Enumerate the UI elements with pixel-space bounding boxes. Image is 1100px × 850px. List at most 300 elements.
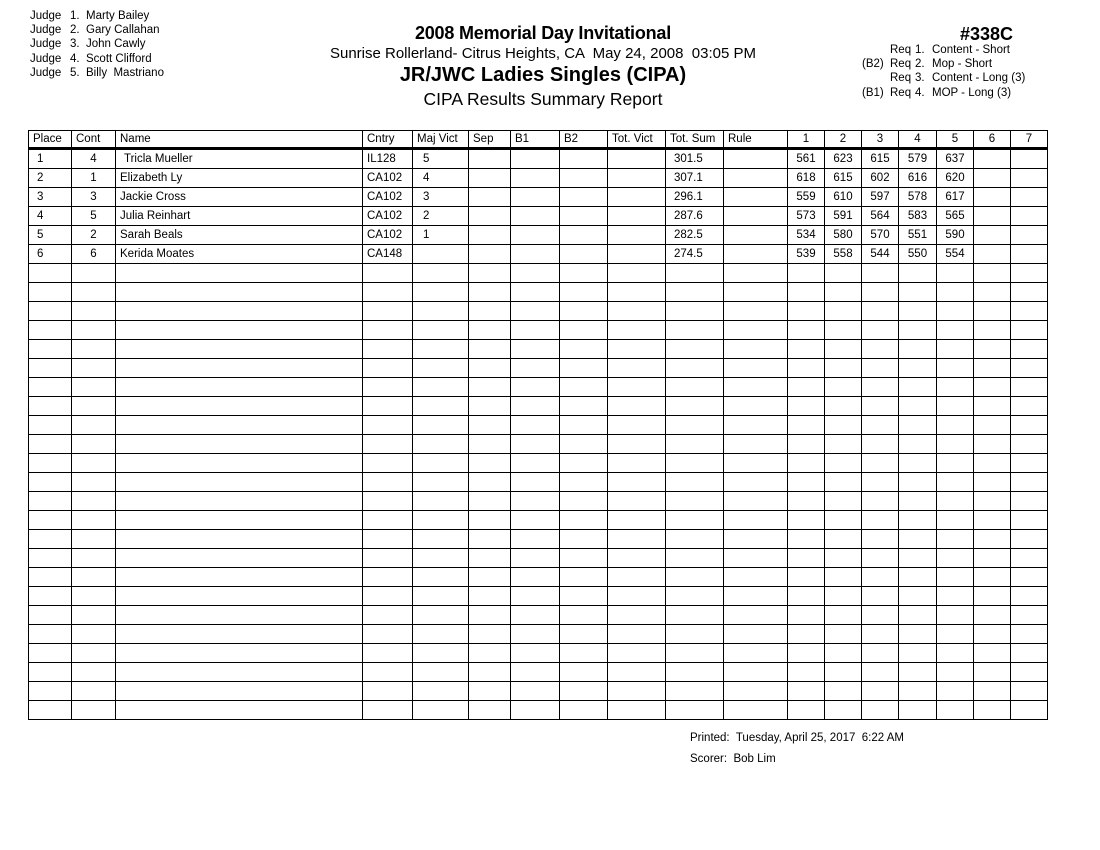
- table-cell: [862, 283, 899, 302]
- table-cell: CA102: [363, 188, 413, 207]
- table-cell: [788, 663, 825, 682]
- table-cell: [974, 701, 1011, 720]
- table-cell: [862, 606, 899, 625]
- table-cell: [1011, 283, 1048, 302]
- table-cell: [511, 149, 560, 169]
- table-cell: [608, 378, 666, 397]
- table-cell: [724, 283, 788, 302]
- table-cell: [825, 264, 862, 283]
- table-cell: [469, 321, 511, 340]
- table-cell: [899, 454, 937, 473]
- table-cell: [724, 435, 788, 454]
- table-cell: [899, 492, 937, 511]
- table-cell: [899, 283, 937, 302]
- table-cell: 573: [788, 207, 825, 226]
- table-cell: 615: [825, 169, 862, 188]
- table-cell: [511, 682, 560, 701]
- table-cell: [72, 511, 116, 530]
- empty-row: [29, 435, 1048, 454]
- table-cell: [974, 644, 1011, 663]
- table-cell: 296.1: [666, 188, 724, 207]
- report-header: [300, 22, 786, 110]
- table-cell: [1011, 625, 1048, 644]
- table-cell: [29, 264, 72, 283]
- requirement-number: 2.: [915, 58, 925, 71]
- judge-row: [30, 66, 164, 80]
- table-cell: [413, 340, 469, 359]
- table-cell: [511, 644, 560, 663]
- table-cell: 1: [72, 169, 116, 188]
- table-cell: 282.5: [666, 226, 724, 245]
- column-header: 2: [825, 131, 862, 149]
- table-cell: [363, 340, 413, 359]
- table-cell: [469, 340, 511, 359]
- table-cell: [72, 321, 116, 340]
- table-cell: [1011, 473, 1048, 492]
- table-cell: [413, 511, 469, 530]
- table-cell: [511, 321, 560, 340]
- table-cell: [608, 587, 666, 606]
- table-cell: [469, 226, 511, 245]
- table-cell: 620: [937, 169, 974, 188]
- table-cell: 615: [862, 149, 899, 169]
- table-cell: [1011, 511, 1048, 530]
- table-cell: [974, 511, 1011, 530]
- table-cell: [413, 359, 469, 378]
- judge-label: Judge: [30, 38, 62, 51]
- column-header: 6: [974, 131, 1011, 149]
- table-cell: [974, 226, 1011, 245]
- empty-row: [29, 416, 1048, 435]
- table-cell: [560, 302, 608, 321]
- table-cell: [862, 549, 899, 568]
- table-cell: [937, 606, 974, 625]
- table-cell: [899, 435, 937, 454]
- table-cell: [724, 149, 788, 169]
- empty-row: [29, 625, 1048, 644]
- column-header: 1: [788, 131, 825, 149]
- table-cell: [974, 473, 1011, 492]
- table-cell: [29, 321, 72, 340]
- table-cell: [511, 701, 560, 720]
- table-cell: [608, 682, 666, 701]
- table-cell: [937, 416, 974, 435]
- table-cell: [937, 492, 974, 511]
- table-cell: [788, 454, 825, 473]
- table-cell: 602: [862, 169, 899, 188]
- table-cell: [469, 549, 511, 568]
- table-cell: [29, 454, 72, 473]
- table-cell: [363, 359, 413, 378]
- judge-name: John Cawly: [86, 38, 146, 51]
- table-cell: [937, 701, 974, 720]
- table-cell: [825, 397, 862, 416]
- table-cell: [788, 321, 825, 340]
- table-cell: 2: [72, 226, 116, 245]
- table-cell: [666, 606, 724, 625]
- table-cell: [608, 359, 666, 378]
- table-cell: [469, 359, 511, 378]
- table-cell: [363, 511, 413, 530]
- table-cell: 561: [788, 149, 825, 169]
- table-cell: [72, 359, 116, 378]
- printed-line: [690, 728, 904, 749]
- empty-row: [29, 644, 1048, 663]
- table-cell: 1: [29, 149, 72, 169]
- table-cell: [788, 473, 825, 492]
- table-cell: [862, 340, 899, 359]
- table-cell: [72, 530, 116, 549]
- table-cell: [72, 416, 116, 435]
- table-cell: 565: [937, 207, 974, 226]
- table-cell: 6: [72, 245, 116, 264]
- table-cell: [72, 549, 116, 568]
- column-header: B1: [511, 131, 560, 149]
- scorer-label: Scorer:: [690, 753, 728, 765]
- table-cell: [469, 644, 511, 663]
- table-cell: [1011, 378, 1048, 397]
- table-row: [29, 207, 1048, 226]
- table-cell: [116, 473, 363, 492]
- judge-name: Billy Mastriano: [86, 66, 164, 79]
- table-cell: [937, 473, 974, 492]
- table-cell: 579: [899, 149, 937, 169]
- table-cell: [608, 530, 666, 549]
- table-cell: [666, 625, 724, 644]
- empty-row: [29, 283, 1048, 302]
- table-cell: [974, 283, 1011, 302]
- table-cell: 578: [899, 188, 937, 207]
- table-cell: [608, 321, 666, 340]
- table-cell: [974, 568, 1011, 587]
- table-cell: [724, 378, 788, 397]
- table-cell: [724, 169, 788, 188]
- table-cell: [1011, 701, 1048, 720]
- table-cell: [560, 587, 608, 606]
- table-cell: [560, 530, 608, 549]
- table-cell: 610: [825, 188, 862, 207]
- report-title: CIPA Results Summary Report: [423, 89, 663, 109]
- column-header: Cont: [72, 131, 116, 149]
- table-cell: [899, 302, 937, 321]
- event-title: 2008 Memorial Day Invitational: [414, 23, 672, 43]
- requirement-number: 1.: [915, 44, 925, 56]
- table-cell: [469, 663, 511, 682]
- table-cell: [560, 682, 608, 701]
- table-cell: Elizabeth Ly: [116, 169, 363, 188]
- table-row: [29, 169, 1048, 188]
- table-cell: [937, 359, 974, 378]
- table-cell: [666, 416, 724, 435]
- table-cell: 274.5: [666, 245, 724, 264]
- table-cell: [72, 264, 116, 283]
- table-cell: [29, 606, 72, 625]
- table-cell: [560, 149, 608, 169]
- table-cell: [608, 568, 666, 587]
- empty-row: [29, 454, 1048, 473]
- table-cell: [1011, 149, 1048, 169]
- table-cell: [29, 644, 72, 663]
- table-cell: [862, 663, 899, 682]
- header-row: [29, 131, 1048, 149]
- table-cell: [666, 682, 724, 701]
- table-cell: [560, 359, 608, 378]
- table-cell: [413, 283, 469, 302]
- table-cell: [29, 492, 72, 511]
- table-cell: [825, 511, 862, 530]
- table-cell: IL128: [363, 149, 413, 169]
- table-cell: [788, 606, 825, 625]
- table-cell: [72, 454, 116, 473]
- table-cell: [469, 682, 511, 701]
- table-cell: [560, 416, 608, 435]
- table-cell: [511, 416, 560, 435]
- table-cell: [116, 549, 363, 568]
- judge-label: Judge: [30, 24, 62, 37]
- table-cell: [29, 511, 72, 530]
- table-cell: 623: [825, 149, 862, 169]
- empty-row: [29, 264, 1048, 283]
- table-cell: [363, 321, 413, 340]
- table-cell: [560, 435, 608, 454]
- table-cell: [1011, 245, 1048, 264]
- table-cell: [1011, 188, 1048, 207]
- table-cell: [1011, 169, 1048, 188]
- table-cell: [72, 625, 116, 644]
- table-cell: [937, 397, 974, 416]
- table-cell: [608, 549, 666, 568]
- table-cell: [413, 606, 469, 625]
- table-cell: [937, 625, 974, 644]
- table-cell: [363, 454, 413, 473]
- table-cell: [825, 435, 862, 454]
- table-cell: [511, 663, 560, 682]
- table-cell: [825, 682, 862, 701]
- table-cell: [974, 264, 1011, 283]
- table-cell: [974, 606, 1011, 625]
- table-cell: 5: [72, 207, 116, 226]
- table-cell: [29, 435, 72, 454]
- table-cell: [899, 568, 937, 587]
- table-cell: [511, 530, 560, 549]
- table-cell: [560, 492, 608, 511]
- requirements-panel: [862, 43, 1025, 100]
- empty-row: [29, 663, 1048, 682]
- column-header: Sep: [469, 131, 511, 149]
- table-cell: [363, 283, 413, 302]
- table-cell: [937, 530, 974, 549]
- table-cell: [899, 682, 937, 701]
- requirement-text: Content - Long (3): [932, 72, 1026, 85]
- table-cell: [825, 321, 862, 340]
- table-cell: [666, 587, 724, 606]
- table-cell: [608, 454, 666, 473]
- table-cell: [862, 302, 899, 321]
- table-cell: [825, 606, 862, 625]
- table-cell: [899, 530, 937, 549]
- table-cell: 580: [825, 226, 862, 245]
- table-cell: [413, 435, 469, 454]
- table-cell: [825, 359, 862, 378]
- table-cell: [788, 416, 825, 435]
- table-cell: [29, 530, 72, 549]
- judge-number: 1.: [70, 10, 80, 22]
- table-cell: [862, 378, 899, 397]
- table-cell: [899, 701, 937, 720]
- table-cell: [825, 473, 862, 492]
- table-cell: [560, 226, 608, 245]
- table-cell: [825, 530, 862, 549]
- table-cell: [608, 701, 666, 720]
- column-header: B2: [560, 131, 608, 149]
- table-cell: 539: [788, 245, 825, 264]
- table-cell: [413, 378, 469, 397]
- table-cell: [666, 530, 724, 549]
- table-cell: [899, 359, 937, 378]
- table-cell: [363, 416, 413, 435]
- requirement-text: Content - Short: [932, 44, 1010, 56]
- table-cell: [974, 378, 1011, 397]
- table-cell: [666, 473, 724, 492]
- table-cell: [666, 302, 724, 321]
- table-cell: CA102: [363, 207, 413, 226]
- table-cell: [116, 587, 363, 606]
- table-cell: [469, 416, 511, 435]
- table-cell: [116, 359, 363, 378]
- table-cell: [788, 264, 825, 283]
- table-cell: [413, 663, 469, 682]
- table-cell: [511, 169, 560, 188]
- table-cell: [560, 378, 608, 397]
- table-cell: [724, 682, 788, 701]
- judge-row: [30, 37, 164, 51]
- table-cell: [608, 188, 666, 207]
- table-cell: [974, 492, 1011, 511]
- table-cell: [788, 435, 825, 454]
- table-cell: [560, 264, 608, 283]
- table-cell: [724, 587, 788, 606]
- table-cell: Julia Reinhart: [116, 207, 363, 226]
- table-cell: [116, 435, 363, 454]
- table-cell: [363, 549, 413, 568]
- table-cell: [825, 701, 862, 720]
- table-cell: [724, 359, 788, 378]
- table-cell: [469, 530, 511, 549]
- table-cell: [862, 644, 899, 663]
- table-cell: [1011, 492, 1048, 511]
- table-cell: [560, 511, 608, 530]
- table-cell: [788, 568, 825, 587]
- table-cell: 3: [413, 188, 469, 207]
- table-cell: [413, 397, 469, 416]
- table-cell: [608, 207, 666, 226]
- table-cell: [724, 416, 788, 435]
- table-cell: [72, 283, 116, 302]
- empty-row: [29, 701, 1048, 720]
- table-cell: [511, 359, 560, 378]
- table-cell: [1011, 397, 1048, 416]
- table-cell: [560, 549, 608, 568]
- table-cell: [29, 473, 72, 492]
- column-header: Rule: [724, 131, 788, 149]
- table-cell: [862, 473, 899, 492]
- table-cell: [974, 340, 1011, 359]
- table-cell: [974, 188, 1011, 207]
- table-cell: [666, 568, 724, 587]
- table-cell: [116, 568, 363, 587]
- table-cell: [1011, 435, 1048, 454]
- table-cell: [72, 682, 116, 701]
- requirement-label: Req: [890, 72, 912, 85]
- printed-value: Tuesday, April 25, 2017 6:22 AM: [735, 732, 904, 744]
- table-cell: [469, 283, 511, 302]
- table-cell: [862, 530, 899, 549]
- scorer-line: [690, 749, 904, 770]
- table-cell: 551: [899, 226, 937, 245]
- table-cell: [469, 245, 511, 264]
- table-cell: [560, 169, 608, 188]
- table-cell: [363, 435, 413, 454]
- empty-row: [29, 359, 1048, 378]
- table-cell: [899, 264, 937, 283]
- table-cell: [974, 321, 1011, 340]
- table-cell: [608, 473, 666, 492]
- table-cell: [937, 264, 974, 283]
- table-cell: [29, 302, 72, 321]
- table-cell: 6: [29, 245, 72, 264]
- table-cell: [560, 321, 608, 340]
- table-cell: [560, 283, 608, 302]
- table-cell: [825, 644, 862, 663]
- table-cell: [724, 245, 788, 264]
- table-cell: 559: [788, 188, 825, 207]
- table-cell: [974, 397, 1011, 416]
- judge-name: Marty Bailey: [86, 10, 150, 22]
- table-cell: [974, 359, 1011, 378]
- table-cell: [413, 321, 469, 340]
- table-cell: [469, 473, 511, 492]
- table-cell: [511, 568, 560, 587]
- table-cell: [825, 587, 862, 606]
- table-cell: 591: [825, 207, 862, 226]
- table-cell: [469, 606, 511, 625]
- table-cell: [937, 568, 974, 587]
- table-cell: [1011, 549, 1048, 568]
- table-cell: [899, 321, 937, 340]
- judge-label: Judge: [30, 10, 62, 22]
- table-cell: [1011, 416, 1048, 435]
- judge-row: [30, 9, 164, 23]
- table-cell: [788, 530, 825, 549]
- table-cell: [511, 302, 560, 321]
- table-cell: [724, 321, 788, 340]
- empty-row: [29, 587, 1048, 606]
- table-cell: [608, 416, 666, 435]
- table-cell: [469, 435, 511, 454]
- table-cell: [862, 587, 899, 606]
- table-cell: [608, 302, 666, 321]
- table-cell: [116, 321, 363, 340]
- table-cell: [862, 435, 899, 454]
- table-cell: [511, 606, 560, 625]
- table-cell: 637: [937, 149, 974, 169]
- table-cell: [608, 397, 666, 416]
- table-cell: [511, 473, 560, 492]
- table-cell: [116, 283, 363, 302]
- table-cell: [862, 492, 899, 511]
- table-cell: [937, 435, 974, 454]
- table-cell: [469, 701, 511, 720]
